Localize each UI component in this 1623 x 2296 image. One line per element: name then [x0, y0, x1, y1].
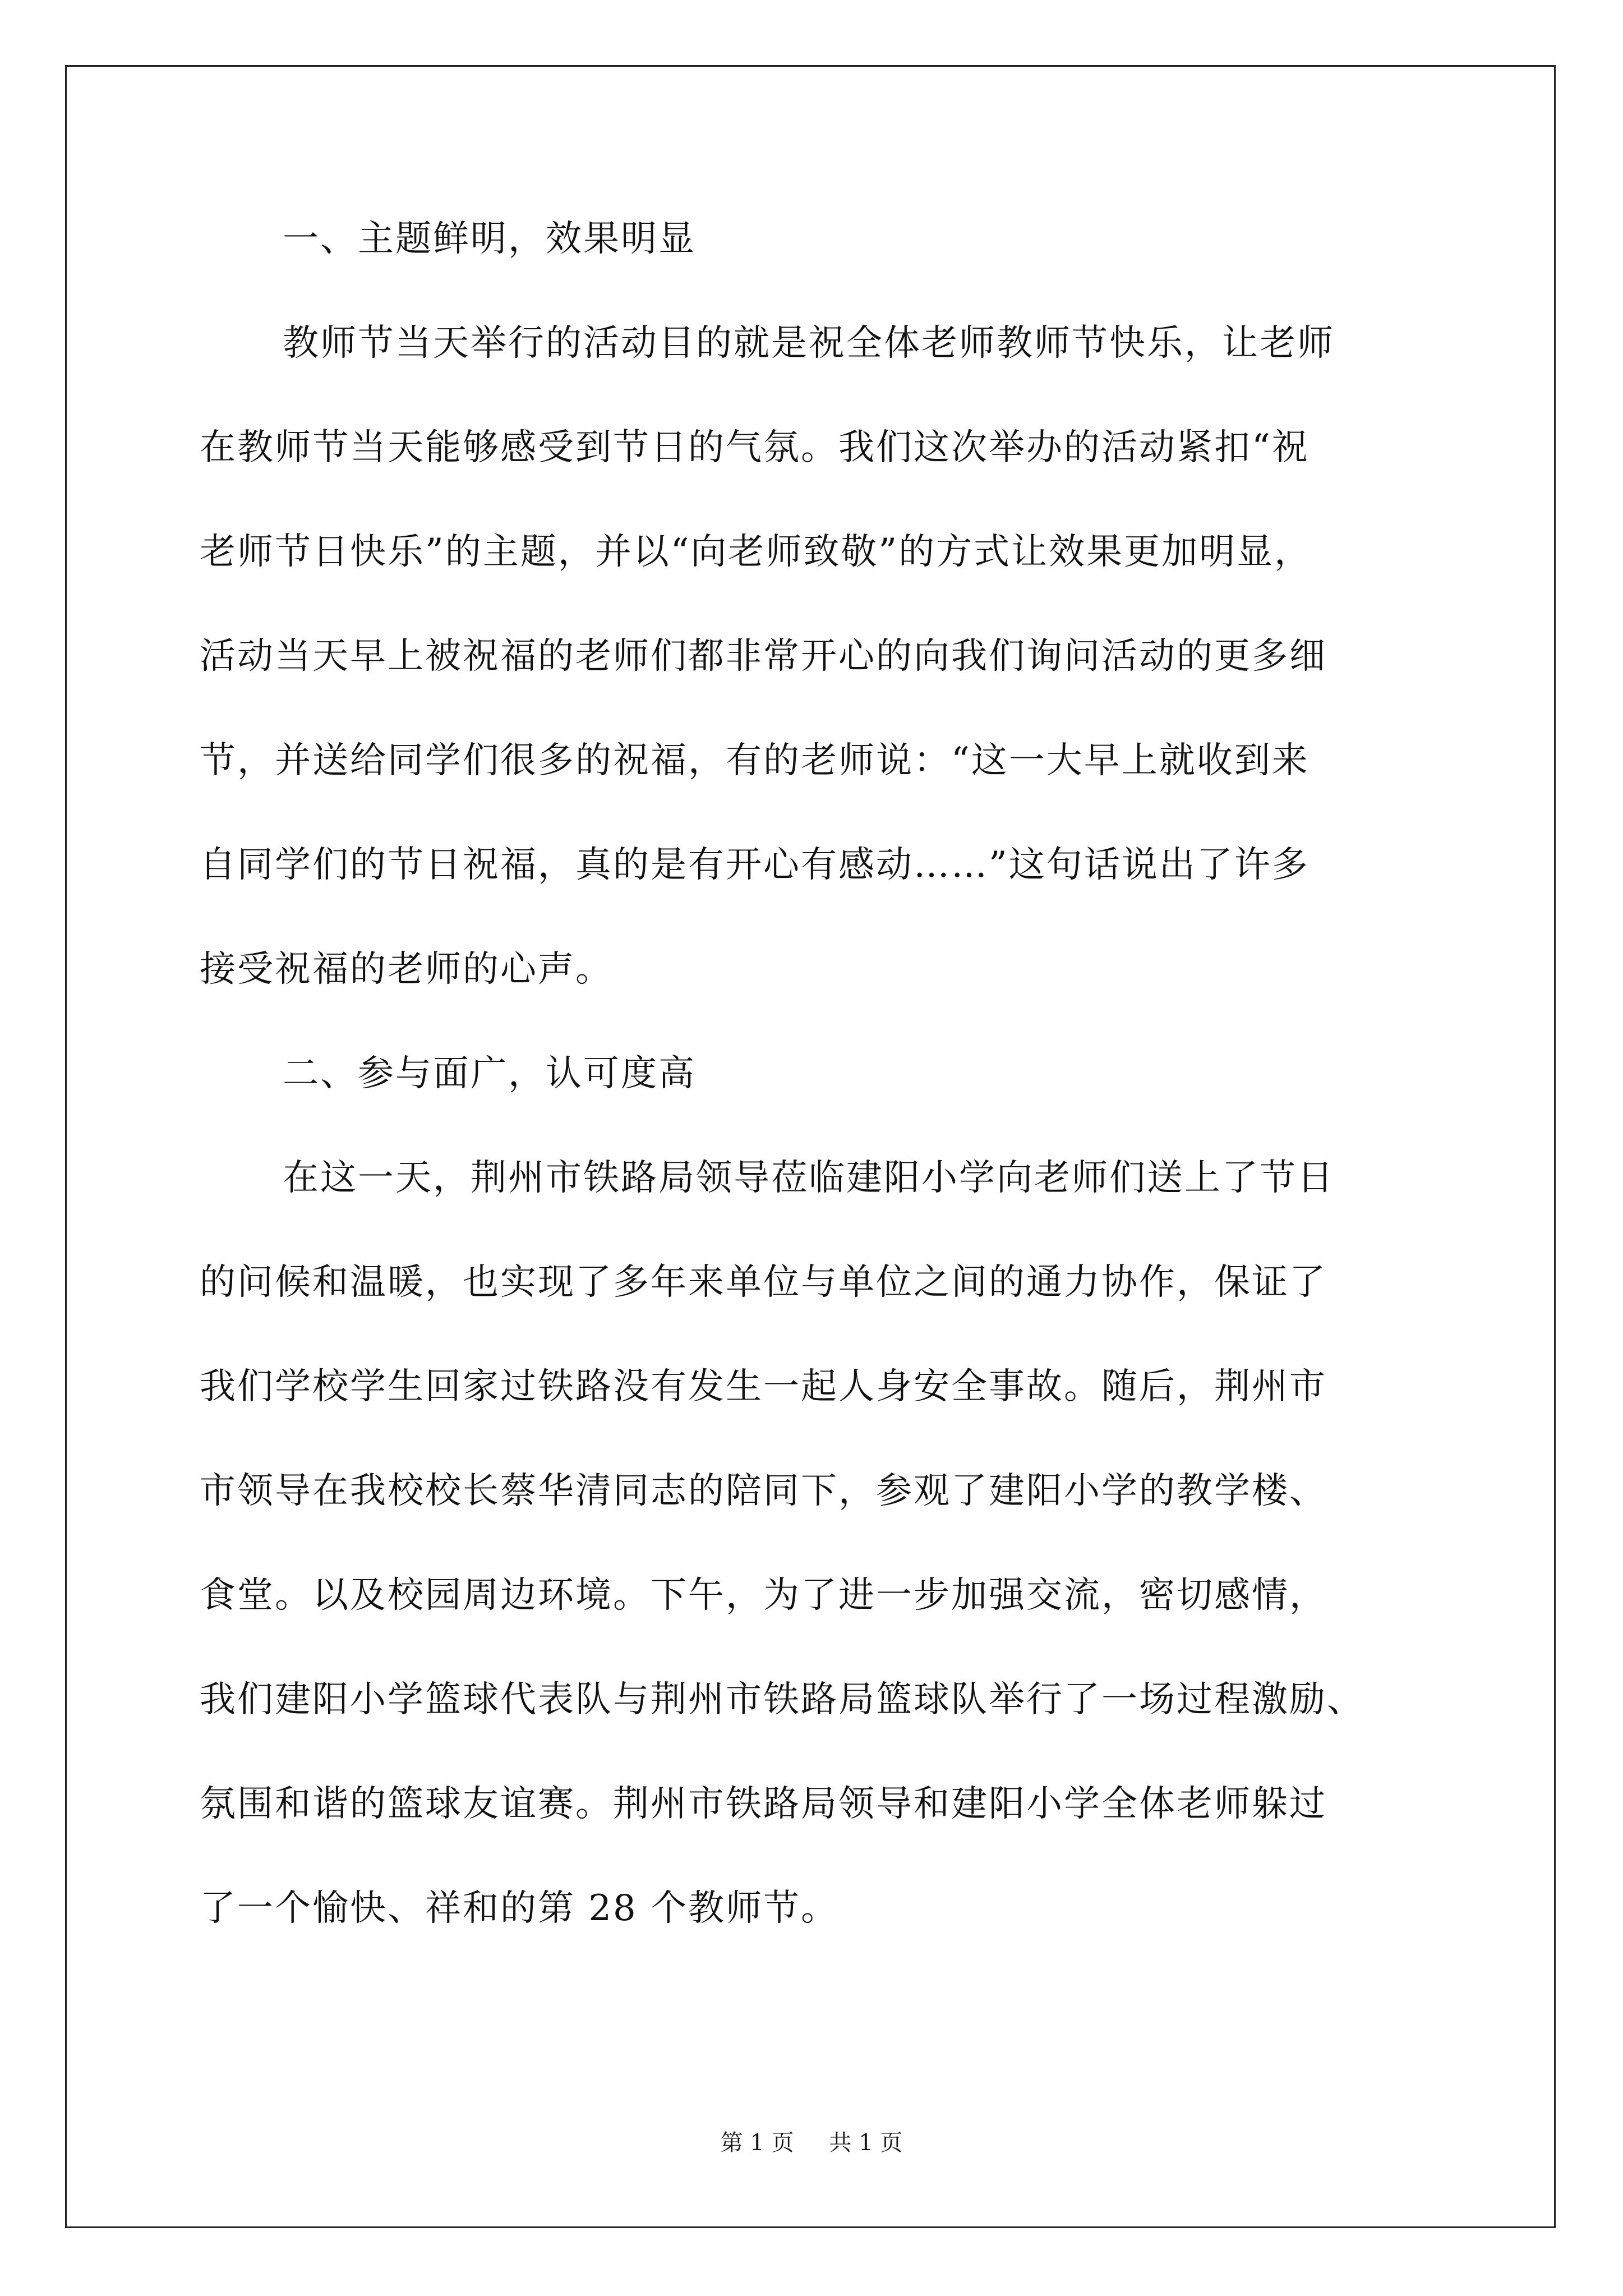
page-total: 共 1 页	[829, 2130, 903, 2156]
paragraph-2-line: 市领导在我校校长蔡华清同志的陪同下，参观了建阳小学的教学楼、	[200, 1470, 1327, 1512]
page-footer	[0, 2126, 1623, 2160]
paragraph-2-line: 食堂。以及校园周边环境。下午，为了进一步加强交流，密切感情，	[200, 1575, 1327, 1616]
paragraph-2-line: 在这一天，荆州市铁路局领导莅临建阳小学向老师们送上了节日	[283, 1157, 1335, 1199]
paragraph-2-line: 我们建阳小学篮球代表队与荆州市铁路局篮球队举行了一场过程激励、	[200, 1679, 1364, 1720]
paragraph-1-line: 教师节当天举行的活动目的就是祝全体老师教师节快乐，让老师	[283, 323, 1335, 364]
heading-2: 二、参与面广，认可度高	[283, 1053, 696, 1094]
paragraph-1-line: 老师节日快乐”的主题，并以“向老师致敬”的方式让效果更加明显，	[200, 531, 1312, 573]
paragraph-1-line: 在教师节当天能够感受到节日的气氛。我们这次举办的活动紧扣“祝	[200, 427, 1310, 468]
paragraph-1-line: 接受祝福的老师的心声。	[200, 949, 613, 990]
paragraph-1-line: 节，并送给同学们很多的祝福，有的老师说：“这一大早上就收到来	[200, 740, 1310, 781]
paragraph-1-line: 活动当天早上被祝福的老师们都非常开心的向我们询问活动的更多细	[200, 636, 1327, 677]
paragraph-2-line: 我们学校学生回家过铁路没有发生一起人身安全事故。随后，荆州市	[200, 1366, 1327, 1407]
paragraph-2-line: 了一个愉快、祥和的第 28 个教师节。	[200, 1888, 839, 1929]
heading-1: 一、主题鲜明，效果明显	[283, 218, 696, 260]
paragraph-1-line: 自同学们的节日祝福，真的是有开心有感动……”这句话说出了许多	[200, 844, 1310, 886]
page-number: 第 1 页	[720, 2130, 794, 2156]
paragraph-2-line: 氛围和谐的篮球友谊赛。荆州市铁路局领导和建阳小学全体老师躲过	[200, 1783, 1327, 1825]
paragraph-2-line: 的问候和温暖，也实现了多年来单位与单位之间的通力协作，保证了	[200, 1262, 1327, 1303]
